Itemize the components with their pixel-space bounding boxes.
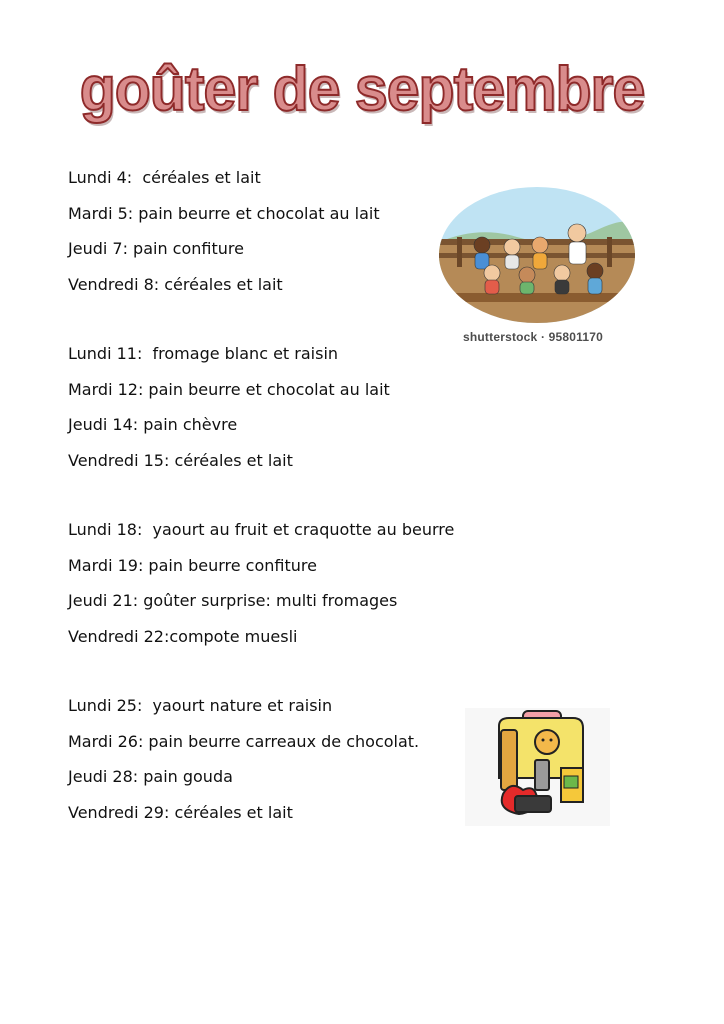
menu-line: Mardi 12: pain beurre et chocolat au lait	[68, 379, 390, 399]
menu-line: Lundi 4: céréales et lait	[68, 168, 261, 187]
menu-line: Mardi 5: pain beurre et chocolat au lait	[68, 203, 380, 223]
picnic-illustration	[437, 185, 637, 325]
menu-line: Vendredi 22:compote muesli	[68, 626, 298, 646]
menu-line: Lundi 25: yaourt nature et raisin	[68, 696, 333, 715]
menu-line: Mardi 19: pain beurre confiture	[68, 555, 317, 575]
school-bag-illustration	[465, 708, 610, 826]
menu-line: Lundi 18: yaourt au fruit et craquotte au beurre	[68, 520, 455, 539]
week-2	[68, 336, 488, 478]
menu-line: Mardi 26: pain beurre carreaux de chocolat.	[68, 731, 420, 751]
week-4	[68, 688, 488, 830]
snack-menu	[68, 160, 488, 864]
menu-line: Lundi 11: fromage blanc et raisin	[68, 344, 339, 363]
menu-line: Jeudi 7: pain confiture	[68, 239, 244, 258]
photo-credit: shutterstock · 95801170	[463, 330, 604, 344]
menu-line: Jeudi 14: pain chèvre	[68, 415, 238, 434]
menu-line: Jeudi 28: pain gouda	[68, 767, 233, 786]
week-1	[68, 160, 488, 302]
menu-line: Vendredi 15: céréales et lait	[68, 450, 293, 470]
week-3	[68, 512, 488, 654]
menu-line: Vendredi 8: céréales et lait	[68, 274, 283, 294]
menu-line: Vendredi 29: céréales et lait	[68, 802, 293, 822]
menu-line: Jeudi 21: goûter surprise: multi fromages	[68, 591, 398, 610]
page-title: goûter de septembre	[79, 55, 645, 124]
